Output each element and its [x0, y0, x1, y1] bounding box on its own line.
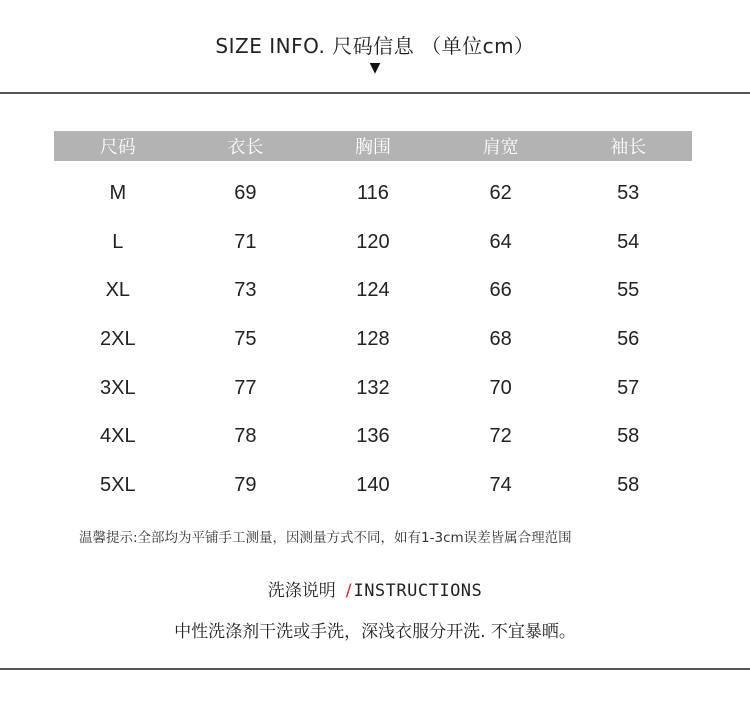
size-table: [54, 131, 692, 510]
cell-sleeve: 58: [617, 473, 640, 496]
table-row: [54, 315, 692, 364]
cell-length: 73: [234, 279, 257, 302]
cell-chest: 120: [356, 230, 390, 253]
column-header-sleeve: 袖长: [564, 131, 692, 161]
cell-chest: 124: [356, 279, 390, 302]
cell-size: L: [112, 230, 124, 253]
table-row: [54, 364, 692, 413]
table-row: [54, 161, 692, 218]
cell-length: 75: [234, 327, 257, 350]
washing-instructions: 中性洗涤剂干洗或手洗，深浅衣服分开洗. 不宜暴晒。: [174, 622, 576, 642]
washing-title-cn: 洗涤说明: [267, 581, 336, 601]
cell-sleeve: 54: [617, 230, 640, 253]
table-row: [54, 218, 692, 267]
cell-sleeve: 56: [617, 327, 640, 350]
washing-title: [0, 576, 750, 601]
column-header-shoulder: 肩宽: [437, 131, 565, 161]
cell-size: 5XL: [100, 473, 136, 496]
cell-length: 69: [234, 181, 257, 204]
washing-title-slash: /: [345, 581, 352, 601]
cell-shoulder: 64: [489, 230, 512, 253]
column-header-chest: 胸围: [309, 131, 437, 161]
top-divider: [0, 92, 750, 94]
column-header-length: 衣长: [182, 131, 310, 161]
table-row: [54, 412, 692, 461]
cell-shoulder: 74: [489, 473, 512, 496]
cell-length: 79: [234, 473, 257, 496]
cell-chest: 128: [356, 327, 390, 350]
cell-shoulder: 68: [489, 327, 512, 350]
cell-length: 71: [234, 230, 257, 253]
measurement-note: 温馨提示:全部均为平铺手工测量，因测量方式不同，如有1-3cm误差皆属合理范围: [79, 530, 572, 546]
cell-size: 2XL: [100, 327, 136, 350]
table-row: [54, 266, 692, 315]
cell-chest: 116: [357, 181, 389, 204]
down-triangle-icon: ▼: [369, 60, 381, 76]
cell-sleeve: 53: [617, 181, 640, 204]
cell-chest: 132: [356, 376, 390, 399]
washing-title-en: INSTRUCTIONS: [353, 581, 483, 601]
cell-sleeve: 55: [617, 279, 640, 302]
cell-shoulder: 62: [489, 181, 512, 204]
cell-size: 3XL: [100, 376, 136, 399]
cell-size: XL: [105, 279, 131, 302]
cell-chest: 140: [356, 473, 390, 496]
cell-shoulder: 72: [489, 425, 512, 448]
bottom-divider: [0, 668, 750, 670]
cell-sleeve: 58: [617, 425, 640, 448]
cell-length: 78: [234, 425, 257, 448]
cell-shoulder: 66: [489, 279, 512, 302]
table-header-row: [54, 131, 692, 161]
cell-shoulder: 70: [489, 376, 512, 399]
table-row: [54, 461, 692, 510]
cell-sleeve: 57: [617, 376, 640, 399]
cell-chest: 136: [356, 425, 390, 448]
page-title: SIZE INFO. 尺码信息 （单位cm）: [215, 34, 535, 58]
column-header-size: 尺码: [54, 131, 182, 161]
cell-length: 77: [234, 376, 257, 399]
cell-size: 4XL: [100, 425, 136, 448]
cell-size: M: [109, 181, 127, 204]
